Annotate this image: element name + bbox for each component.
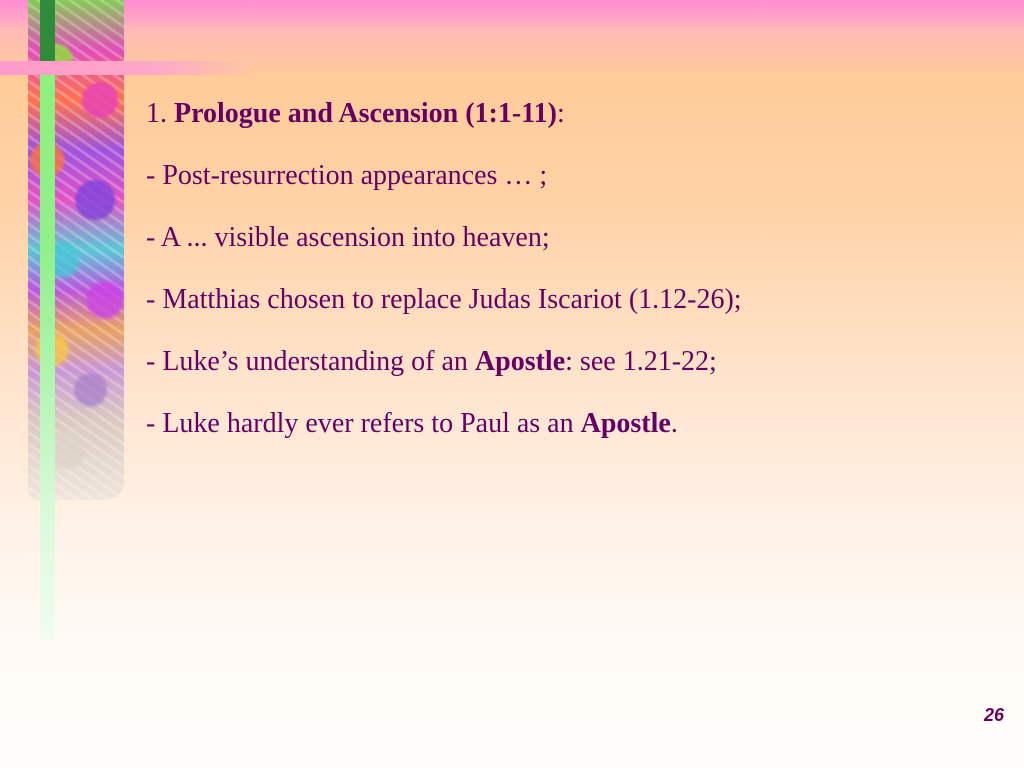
bullet-text: - Luke’s understanding of an — [146, 346, 475, 377]
top-decorative-band — [0, 0, 1024, 30]
decorative-vertical-bar — [40, 0, 55, 640]
heading-title: Prologue and Ascension (1:1-11) — [174, 98, 557, 129]
bullet-emphasis: Apostle — [580, 408, 671, 439]
heading-number: 1. — [146, 98, 174, 129]
bullet-item: - A ... visible ascension into heaven; — [146, 222, 550, 253]
bullet-text: : see 1.21-22; — [565, 346, 717, 377]
decorative-horizontal-bar — [0, 61, 255, 75]
slide-heading — [146, 92, 1006, 154]
bullet-item — [146, 340, 1006, 402]
bullet-item — [146, 402, 1006, 464]
bullet-text: . — [670, 408, 678, 439]
heading-suffix: : — [556, 98, 565, 129]
bullet-text: - Luke hardly ever refers to Paul as an — [146, 408, 581, 439]
bullet-emphasis: Apostle — [474, 346, 566, 377]
bullet-item: - Post-resurrection appearances … ; — [146, 160, 548, 191]
bullet-item: - Matthias chosen to replace Judas Iscariot (1.12-26); — [146, 284, 742, 315]
slide-content — [146, 92, 1006, 464]
page-number: 26 — [983, 705, 1004, 725]
